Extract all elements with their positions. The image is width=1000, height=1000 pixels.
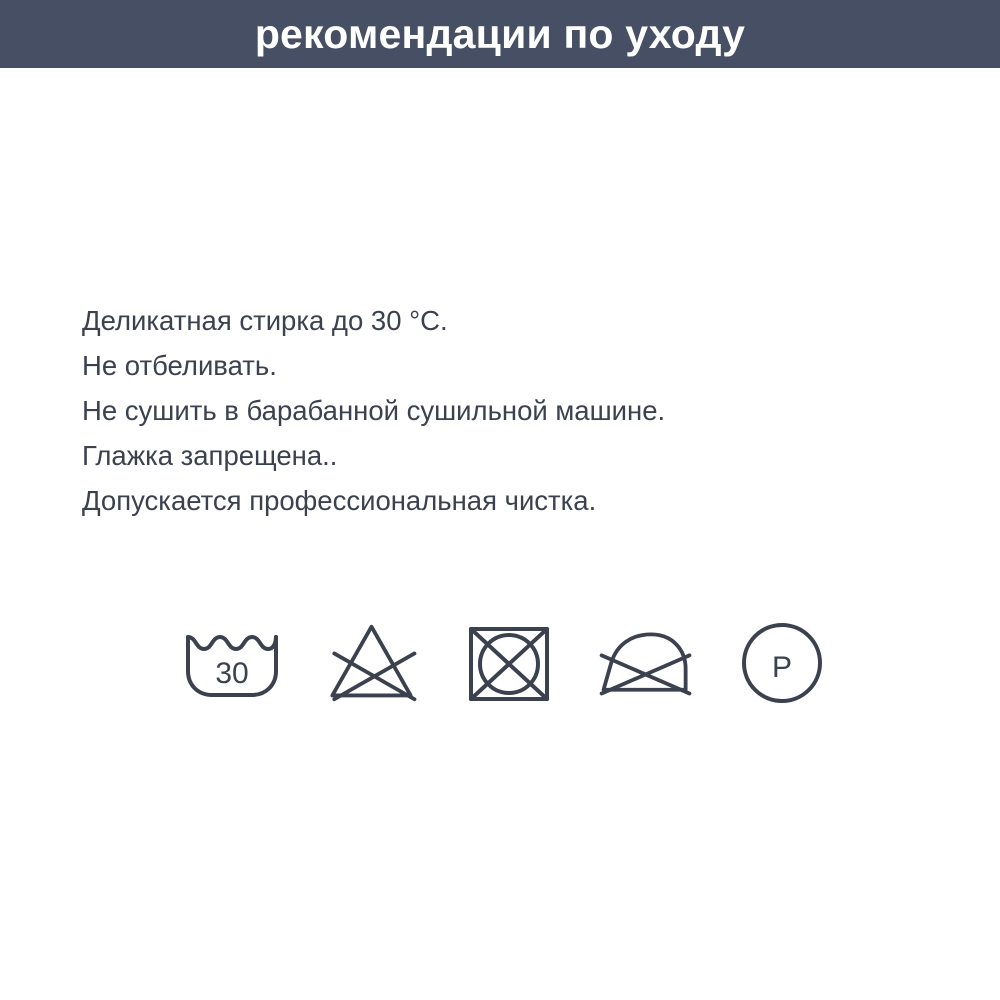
cleaning-code-value: P xyxy=(771,651,793,684)
do-not-tumble-dry-icon xyxy=(459,613,559,713)
do-not-bleach-icon xyxy=(319,613,424,713)
care-line: Допускается профессиональная чистка. xyxy=(82,485,597,516)
care-line: Не отбеливать. xyxy=(82,350,277,381)
care-instructions-block xyxy=(82,298,922,523)
do-not-iron-icon xyxy=(594,613,699,713)
care-line: Не сушить в барабанной сушильной машине. xyxy=(82,395,666,426)
page-title: рекомендации по уходу xyxy=(254,10,746,57)
professional-cleaning-p-icon xyxy=(734,613,830,713)
wash-temperature-value: 30 xyxy=(215,657,249,690)
care-line: Деликатная стирка до 30 °C. xyxy=(82,305,448,336)
header-band xyxy=(0,0,1000,68)
care-line: Глажка запрещена.. xyxy=(82,440,338,471)
care-symbols-row xyxy=(180,608,820,718)
wash-30-icon xyxy=(180,613,284,713)
